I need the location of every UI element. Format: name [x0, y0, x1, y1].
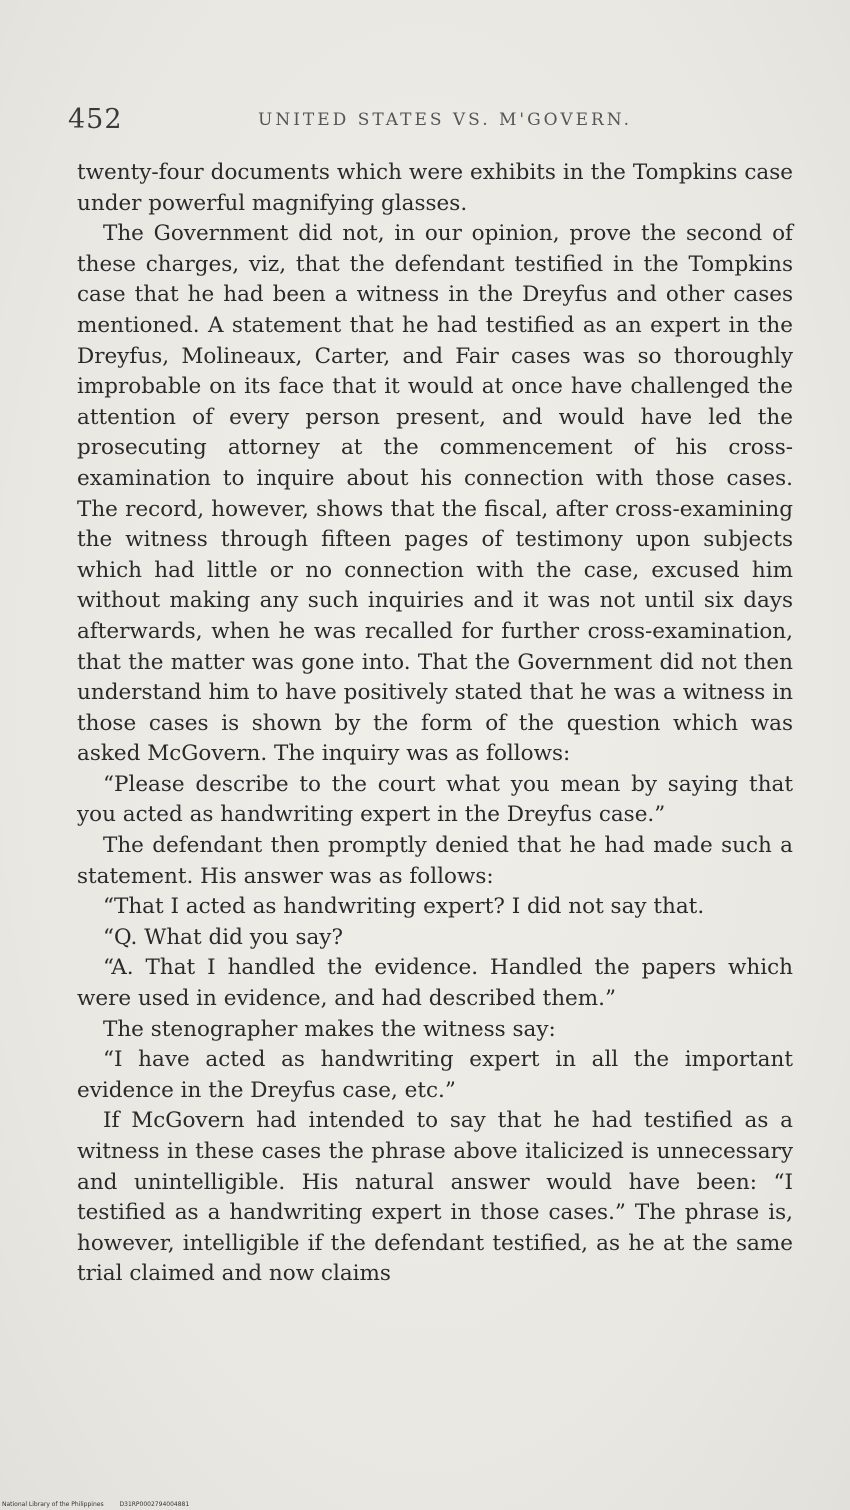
paragraph-3: “Please describe to the court what you mean by saying that you acted as handwriting expert in the Dreyfus case.”: [77, 771, 793, 828]
scan-footer: [2, 1501, 203, 1508]
paragraph-8: The stenographer makes the witness say:: [103, 1016, 556, 1042]
page-number: 452: [68, 104, 123, 135]
page-header: [68, 104, 798, 144]
body-text: [77, 158, 793, 1290]
paragraph-4: The defendant then promptly denied that he had made such a statement. His answer was as follows:: [77, 833, 793, 889]
scan-identifier: D31RP0002794004881: [119, 1501, 190, 1508]
paragraph-6: “Q. What did you say?: [103, 924, 343, 950]
paragraph-9: “I have acted as handwriting expert in all the important evidence in the Dreyfus case, etc.”: [77, 1047, 793, 1103]
library-credit: National Library of the Philippines: [2, 1501, 104, 1508]
paragraph-10: If McGovern had intended to say that he had testified as a witness in these cases the phrase above italicized is unnecessary and unintelligible. His natural answer would have been: “I testified as a handwriting expert in those cases.” The phrase is, however, intelligible if the defendant testified, as he at the same trial claimed and now claims: [77, 1108, 793, 1287]
paragraph-5: “That I acted as handwriting expert? I did not say that.: [103, 894, 705, 920]
paragraph-7: “A. That I handled the evidence. Handled the papers which were used in evidence, and had described them.”: [77, 955, 793, 1012]
paragraph-2: The Government did not, in our opinion, prove the second of these charges, viz, that the defendant testified in the Tompkins case that he had been a witness in the Dreyfus and other cases mentioned. A statement that he had testified as an expert in the Dreyfus, Molineaux, Carter, and Fair cases was so thoroughly improbable on its face that it would at once have challenged the attention of every person present, and would have led the prosecuting attorney at the commencement of his cross-examination to inquire about his connection with those cases. The record, however, shows that the fiscal, after cross-examining the witness through fifteen pages of testimony upon subjects which had little or no connection with the case, excused him without making any such inquiries and it was not until six days afterwards, when he was recalled for further cross-examination, that the matter was gone into. That the Government did not then understand him to have positively stated that he was a witness in those cases is shown by the form of the question which was asked McGovern. The inquiry was as follows:: [77, 221, 793, 767]
running-head: UNITED STATES VS. M'GOVERN.: [258, 110, 633, 130]
paragraph-1: twenty-four documents which were exhibits in the Tompkins case under powerful magnifying glasses.: [77, 160, 793, 216]
